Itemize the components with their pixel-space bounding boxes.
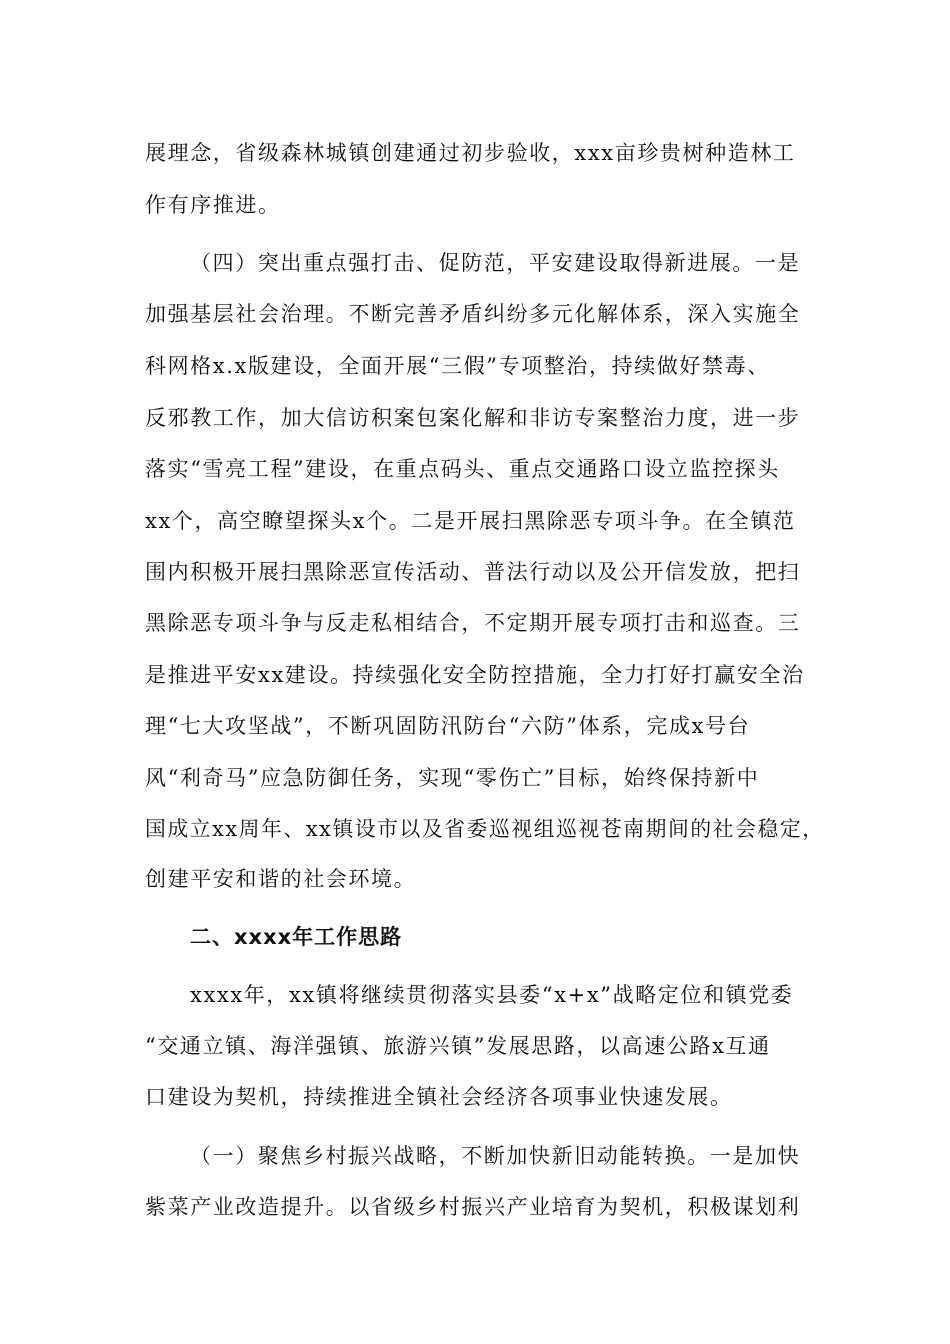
body-text-line: 风“利奇马”应急防御任务，实现“零伤亡”目标，始终保持新中 [145, 766, 760, 790]
body-text-line: 是推进平安xx建设。持续强化安全防控措施，全力打好打赢安全治 [145, 663, 805, 687]
body-text-line: xx个，高空瞭望探头x个。二是开展扫黑除恶专项斗争。在全镇范 [145, 509, 796, 533]
body-text-line: 展理念，省级森林城镇创建通过初步验收，xxx亩珍贵树种造林工 [145, 141, 796, 165]
body-text-line: 理“七大攻坚战”，不断巩固防汛防台“六防”体系，完成x号台 [145, 714, 751, 738]
body-text-line: 围内积极开展扫黑除恶宣传活动、普法行动以及公开信发放，把扫 [145, 560, 801, 584]
body-text-line: “交通立镇、海洋强镇、旅游兴镇”发展思路，以高速公路x互通 [145, 1034, 771, 1058]
body-text-line: 加强基层社会治理。不断完善矛盾纠纷多元化解体系，深入实施全 [145, 302, 801, 326]
body-text-line: 黑除恶专项斗争与反走私相结合，不定期开展专项打击和巡查。三 [145, 611, 801, 635]
section-paragraph-start: xxxx年，xx镇将继续贯彻落实县委“x+x”战略定位和镇党委 [190, 983, 794, 1007]
body-text-line: 创建平安和谐的社会环境。 [145, 867, 417, 891]
section-paragraph-start: （四）突出重点强打击、促防范，平安建设取得新进展。一是 [190, 251, 801, 275]
section-heading: 二、xxxx年工作思路 [190, 925, 403, 949]
body-text-line: 紫菜产业改造提升。以省级乡村振兴产业培育为契机，积极谋划利 [145, 1195, 801, 1219]
section-paragraph-start: （一）聚焦乡村振兴战略，不断加快新旧动能转换。一是加快 [190, 1144, 801, 1168]
body-text-line: 落实“雪亮工程”建设，在重点码头、重点交通路口设立监控探头 [145, 457, 780, 481]
body-text-line: 科网格x.x版建设，全面开展“三假”专项整治，持续做好禁毒、 [145, 354, 770, 378]
body-text-line: 口建设为契机，持续推进全镇社会经济各项事业快速发展。 [145, 1085, 733, 1109]
body-text-line: 国成立xx周年、xx镇设市以及省委巡视组巡视苍南期间的社会稳定， [145, 817, 825, 841]
body-text-line: 作有序推进。 [145, 193, 281, 217]
body-text-line: 反邪教工作，加大信访积案包案化解和非访专案整治力度，进一步 [145, 406, 801, 430]
